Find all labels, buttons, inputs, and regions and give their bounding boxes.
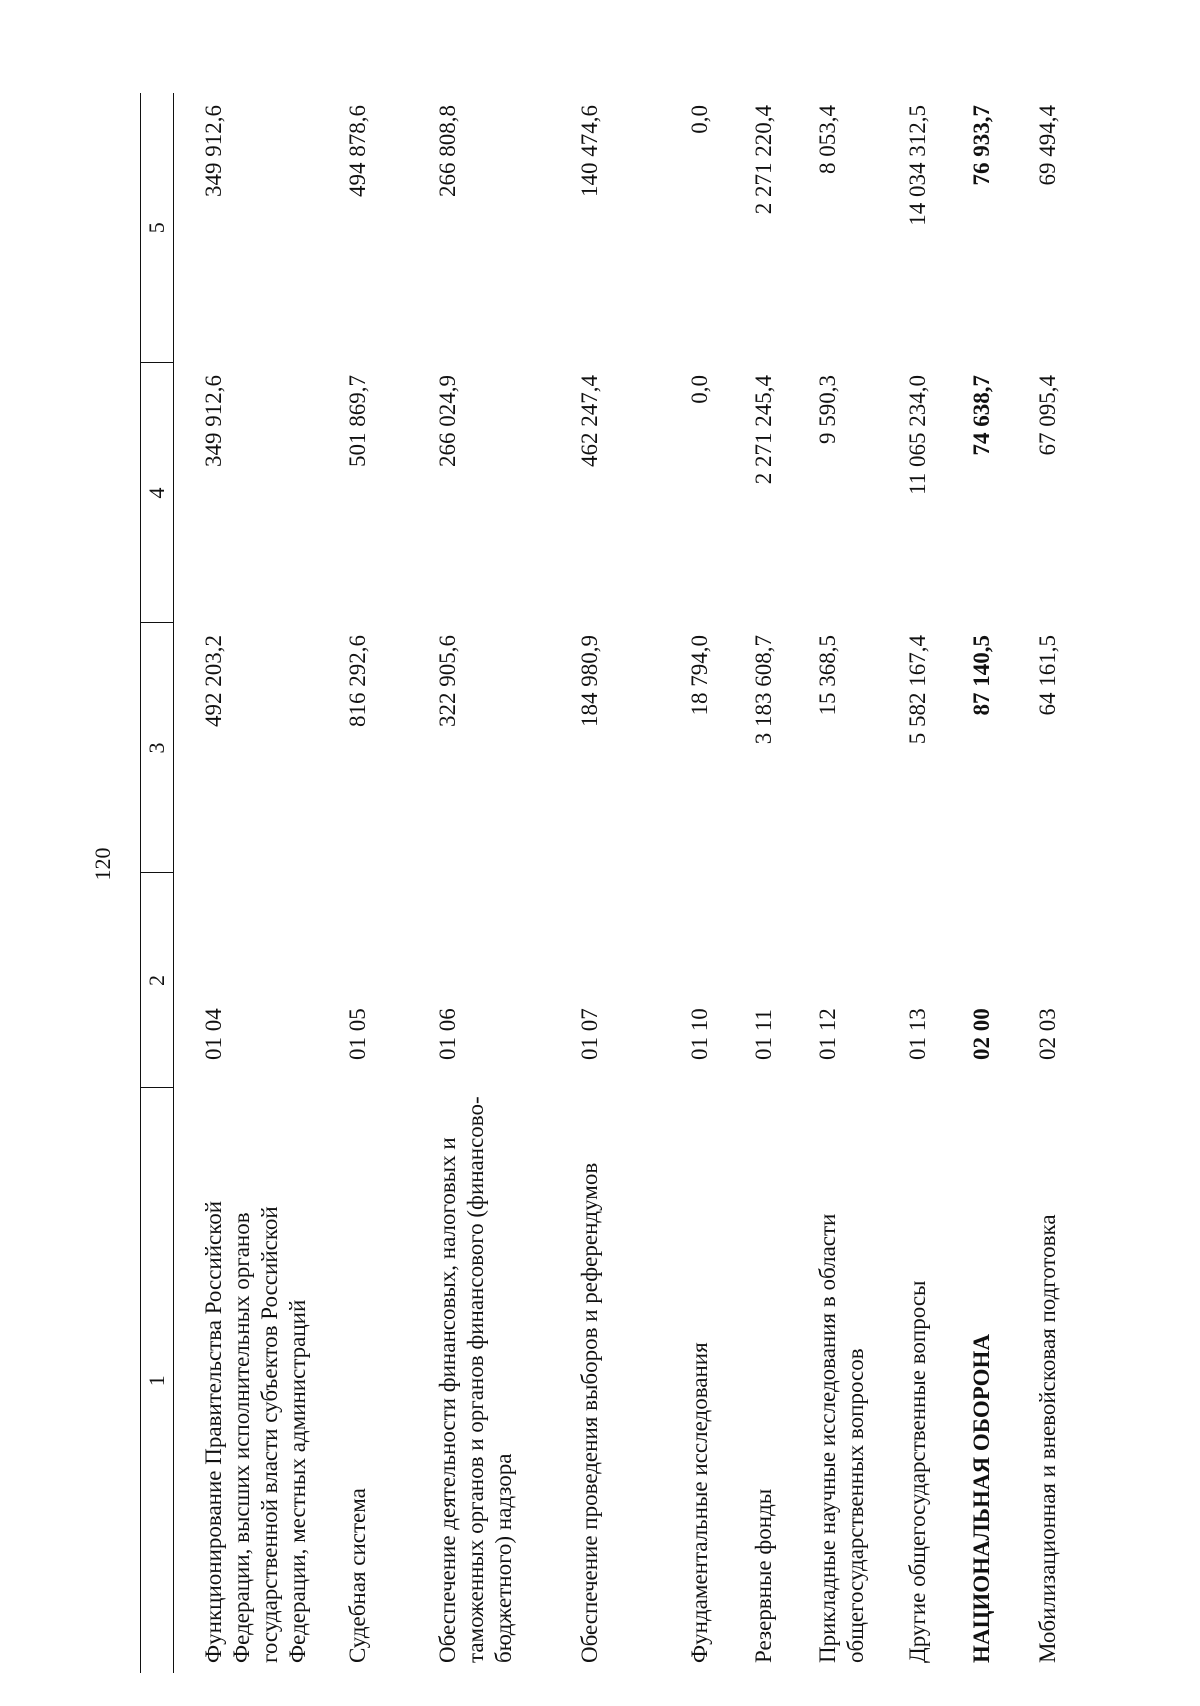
row-value-col3-cell: 18 794,0 xyxy=(686,635,712,716)
table-row xyxy=(968,93,1034,1673)
row-value-col3-cell: 64 161,5 xyxy=(1034,635,1060,716)
column-header-3: 3 xyxy=(141,623,174,873)
table-row xyxy=(174,93,344,1673)
column-header-1: 1 xyxy=(141,1088,174,1673)
row-value-col5-cell: 2 271 220,4 xyxy=(750,105,776,215)
row-value-col4-cell: 501 869,7 xyxy=(344,375,370,467)
header-row xyxy=(141,93,174,1673)
table-row xyxy=(1034,93,1134,1673)
row-value-col5-cell: 0,0 xyxy=(686,105,712,134)
row-code-cell: 02 03 xyxy=(1034,1008,1060,1060)
row-name-cell: Прикладные научные исследования в области общегосударственных вопросов xyxy=(814,1213,868,1663)
row-value-col5-cell: 76 933,7 xyxy=(968,105,994,186)
row-code-cell: 01 04 xyxy=(201,1008,226,1060)
row-value-col5-cell: 140 474,6 xyxy=(576,105,602,197)
row-value-col5-cell: 69 494,4 xyxy=(1034,105,1060,186)
row-value-col4-cell: 9 590,3 xyxy=(814,375,840,444)
row-value-col5-cell: 349 912,6 xyxy=(201,105,226,197)
row-value-col3-cell: 492 203,2 xyxy=(201,635,226,727)
page-number: 120 xyxy=(90,847,115,881)
row-code-cell: 01 06 xyxy=(434,1008,460,1060)
row-name-cell: Обеспечение проведения выборов и референдумов xyxy=(576,1162,602,1663)
row-value-col4-cell: 2 271 245,4 xyxy=(750,375,776,485)
column-header-2: 2 xyxy=(141,873,174,1088)
column-header-5: 5 xyxy=(141,93,174,363)
row-value-col3-cell: 87 140,5 xyxy=(968,635,994,716)
row-code-cell: 01 13 xyxy=(904,1008,930,1060)
row-value-col4-cell: 67 095,4 xyxy=(1034,375,1060,456)
row-value-col3-cell: 5 582 167,4 xyxy=(904,635,930,745)
row-name-cell: Мобилизационная и вневойсковая подготовка xyxy=(1034,1214,1060,1663)
row-name-cell: Фундаментальные исследования xyxy=(686,1342,712,1663)
row-value-col5-cell: 266 808,8 xyxy=(434,105,460,197)
row-name-cell: Резервные фонды xyxy=(750,1488,776,1663)
row-value-col3-cell: 184 980,9 xyxy=(576,635,602,727)
row-code-cell: 01 10 xyxy=(686,1008,712,1060)
row-code-cell: 01 12 xyxy=(814,1008,840,1060)
row-value-col4-cell: 74 638,7 xyxy=(968,375,994,456)
row-value-col4-cell: 11 065 234,0 xyxy=(904,375,930,495)
row-code-cell: 01 05 xyxy=(344,1008,370,1060)
row-value-col3-cell: 3 183 608,7 xyxy=(750,635,776,745)
row-value-col4-cell: 266 024,9 xyxy=(434,375,460,467)
table-row xyxy=(904,93,968,1673)
table-row xyxy=(434,93,576,1673)
row-value-col4-cell: 0,0 xyxy=(686,375,712,404)
budget-table xyxy=(140,93,1134,1673)
table-row xyxy=(344,93,434,1673)
table-row xyxy=(686,93,750,1673)
row-name-cell: Другие общегосударственные вопросы xyxy=(904,1280,930,1663)
row-value-col4-cell: 462 247,4 xyxy=(576,375,602,467)
table-row xyxy=(576,93,686,1673)
row-value-col3-cell: 816 292,6 xyxy=(344,635,370,727)
row-name-cell: Обеспечение деятельности финансовых, налоговых и таможенных органов и органов финансового (финансово-бюджетного) надзора xyxy=(434,1096,516,1663)
row-code-cell: 01 11 xyxy=(750,1009,776,1060)
row-value-col5-cell: 8 053,4 xyxy=(814,105,840,174)
row-value-col3-cell: 322 905,6 xyxy=(434,635,460,727)
row-value-col5-cell: 494 878,6 xyxy=(344,105,370,197)
row-value-col5-cell: 14 034 312,5 xyxy=(904,105,930,226)
rotated-table-container xyxy=(140,93,1175,1673)
row-code-cell: 01 07 xyxy=(576,1008,602,1060)
row-name-cell: Функционирование Правительства Российской Федерации, высших исполнительных органов государственной власти субъектов Российской Федерации, местных администраций xyxy=(201,1200,310,1663)
row-code-cell: 02 00 xyxy=(968,1008,994,1060)
row-name-cell: Судебная система xyxy=(344,1488,370,1663)
row-value-col4-cell: 349 912,6 xyxy=(201,375,226,467)
column-header-4: 4 xyxy=(141,363,174,623)
table-row xyxy=(814,93,904,1673)
row-name-cell: НАЦИОНАЛЬНАЯ ОБОРОНА xyxy=(968,1333,994,1663)
row-value-col3-cell: 15 368,5 xyxy=(814,635,840,716)
table-row xyxy=(750,93,814,1673)
